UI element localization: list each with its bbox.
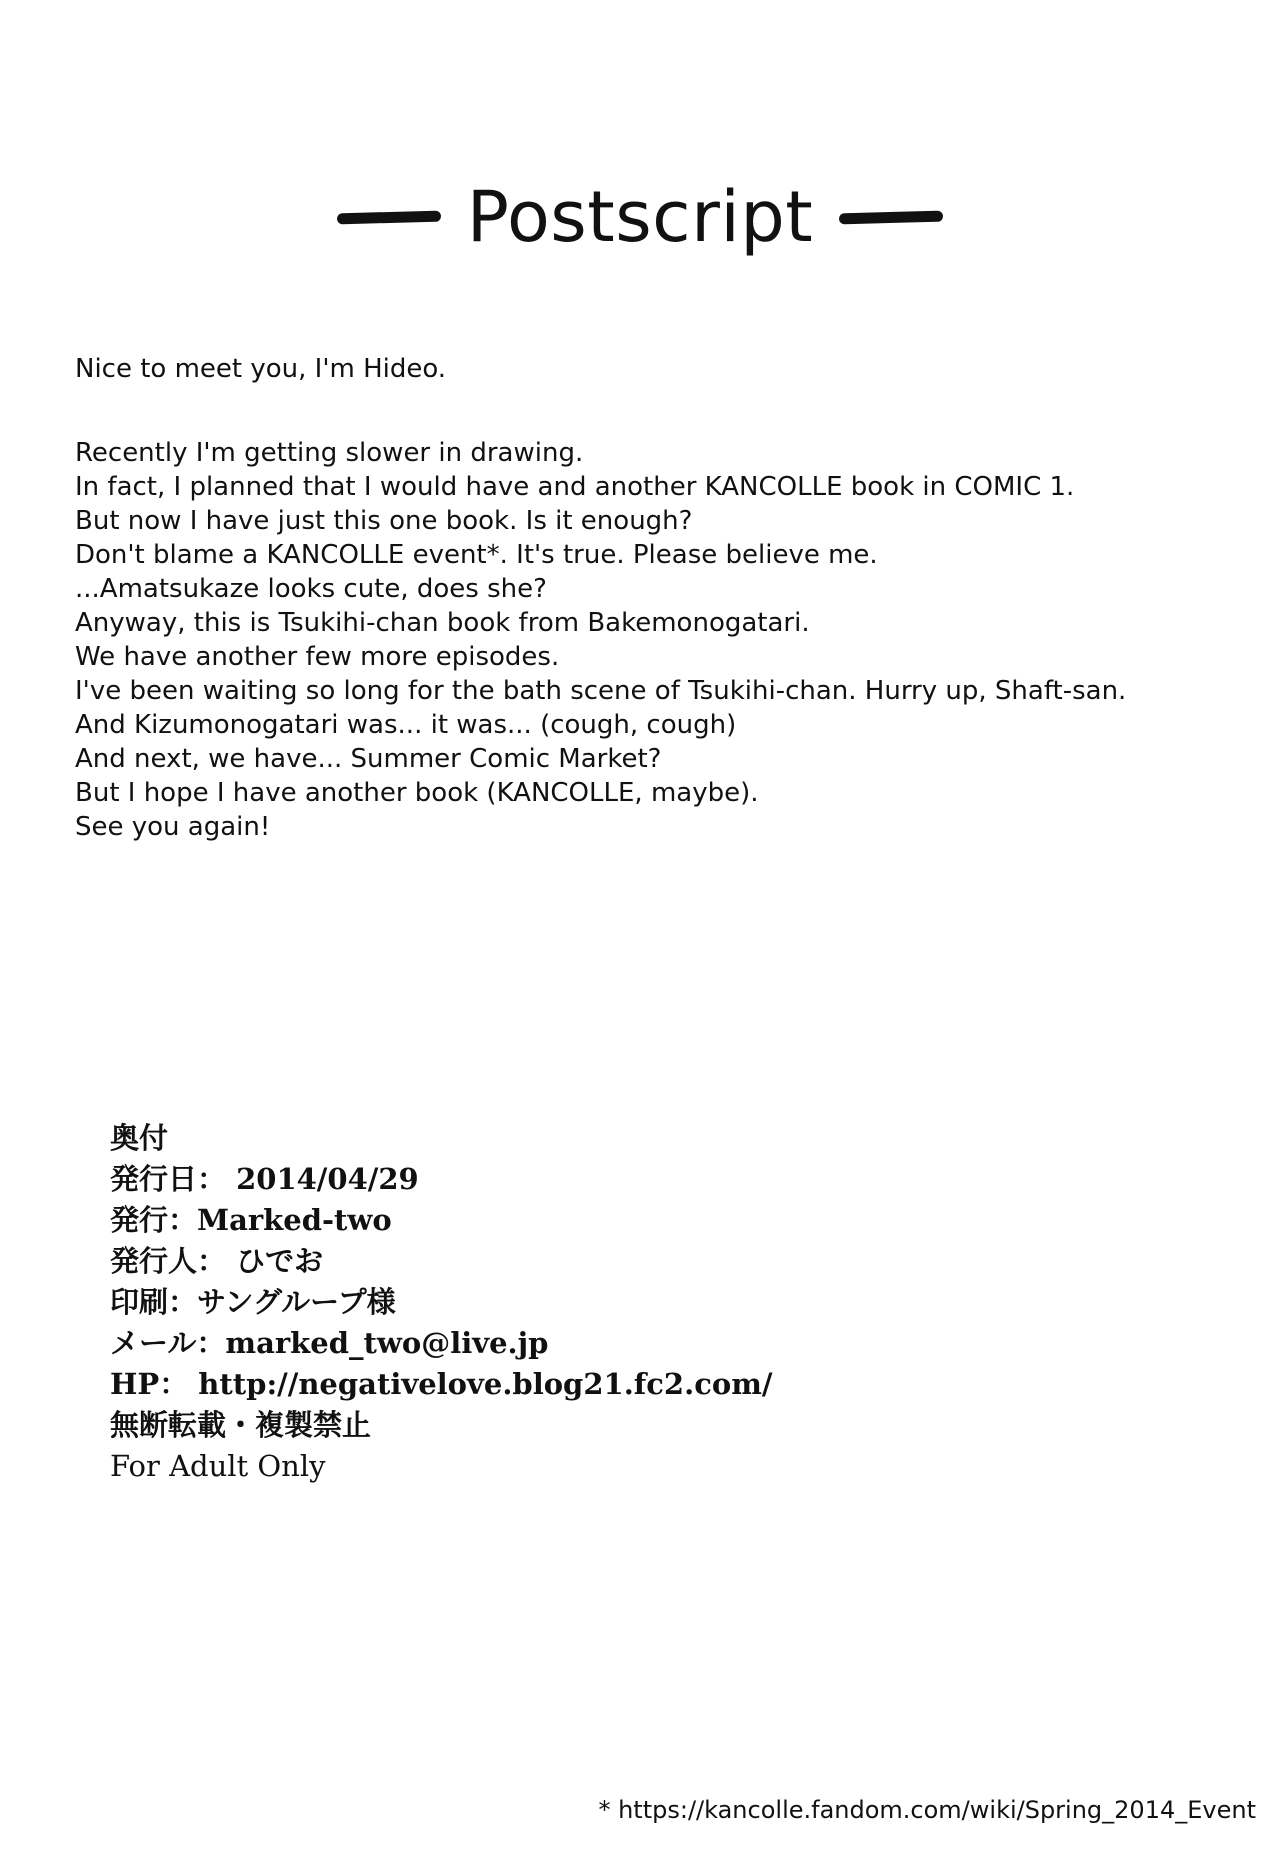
paragraph-spacer	[75, 386, 1195, 436]
colophon-author: 発行人： ひでお	[110, 1244, 324, 1278]
colophon-heading: 奥付	[110, 1121, 169, 1155]
body-line: We have another few more episodes.	[75, 642, 560, 672]
body-line: In fact, I planned that I would have and another KANCOLLE book in COMIC 1.	[75, 472, 1075, 502]
body-line: I've been waiting so long for the bath scene of Tsukihi-chan. Hurry up, Shaft-san.	[75, 676, 1127, 706]
colophon-email: メール：marked_two@live.jp	[110, 1326, 549, 1360]
postscript-body	[75, 352, 1195, 844]
colophon-printer: 印刷：サングループ様	[110, 1285, 396, 1319]
colophon-publish-date: 発行日： 2014/04/29	[110, 1162, 419, 1196]
colophon-reproduction-notice: 無断転載・複製禁止	[110, 1408, 372, 1442]
body-line: Recently I'm getting slower in drawing.	[75, 438, 584, 468]
page-title	[0, 176, 1280, 258]
colophon-publisher: 発行：Marked-two	[110, 1203, 392, 1237]
body-line: And next, we have... Summer Comic Market?	[75, 744, 662, 774]
footnote-reference: * https://kancolle.fandom.com/wiki/Spring_2014_Event	[598, 1796, 1256, 1824]
greeting-line: Nice to meet you, I'm Hideo.	[75, 354, 447, 384]
body-line: Anyway, this is Tsukihi-chan book from Bakemonogatari.	[75, 608, 810, 638]
body-line: Don't blame a KANCOLLE event*. It's true. Please believe me.	[75, 540, 878, 570]
body-line: But I hope I have another book (KANCOLLE, maybe).	[75, 778, 759, 808]
body-line: But now I have just this one book. Is it enough?	[75, 506, 693, 536]
body-line: And Kizumonogatari was... it was... (cough, cough)	[75, 710, 737, 740]
em-dash-right-icon	[839, 210, 943, 224]
colophon-adult-only-notice: For Adult Only	[110, 1449, 326, 1483]
page-title-text: Postscript	[466, 176, 814, 258]
body-line: ...Amatsukaze looks cute, does she?	[75, 574, 547, 604]
colophon-block	[110, 1118, 1110, 1487]
body-line: See you again!	[75, 812, 271, 842]
colophon-homepage: HP： http://negativelove.blog21.fc2.com/	[110, 1367, 773, 1401]
em-dash-left-icon	[337, 210, 441, 224]
